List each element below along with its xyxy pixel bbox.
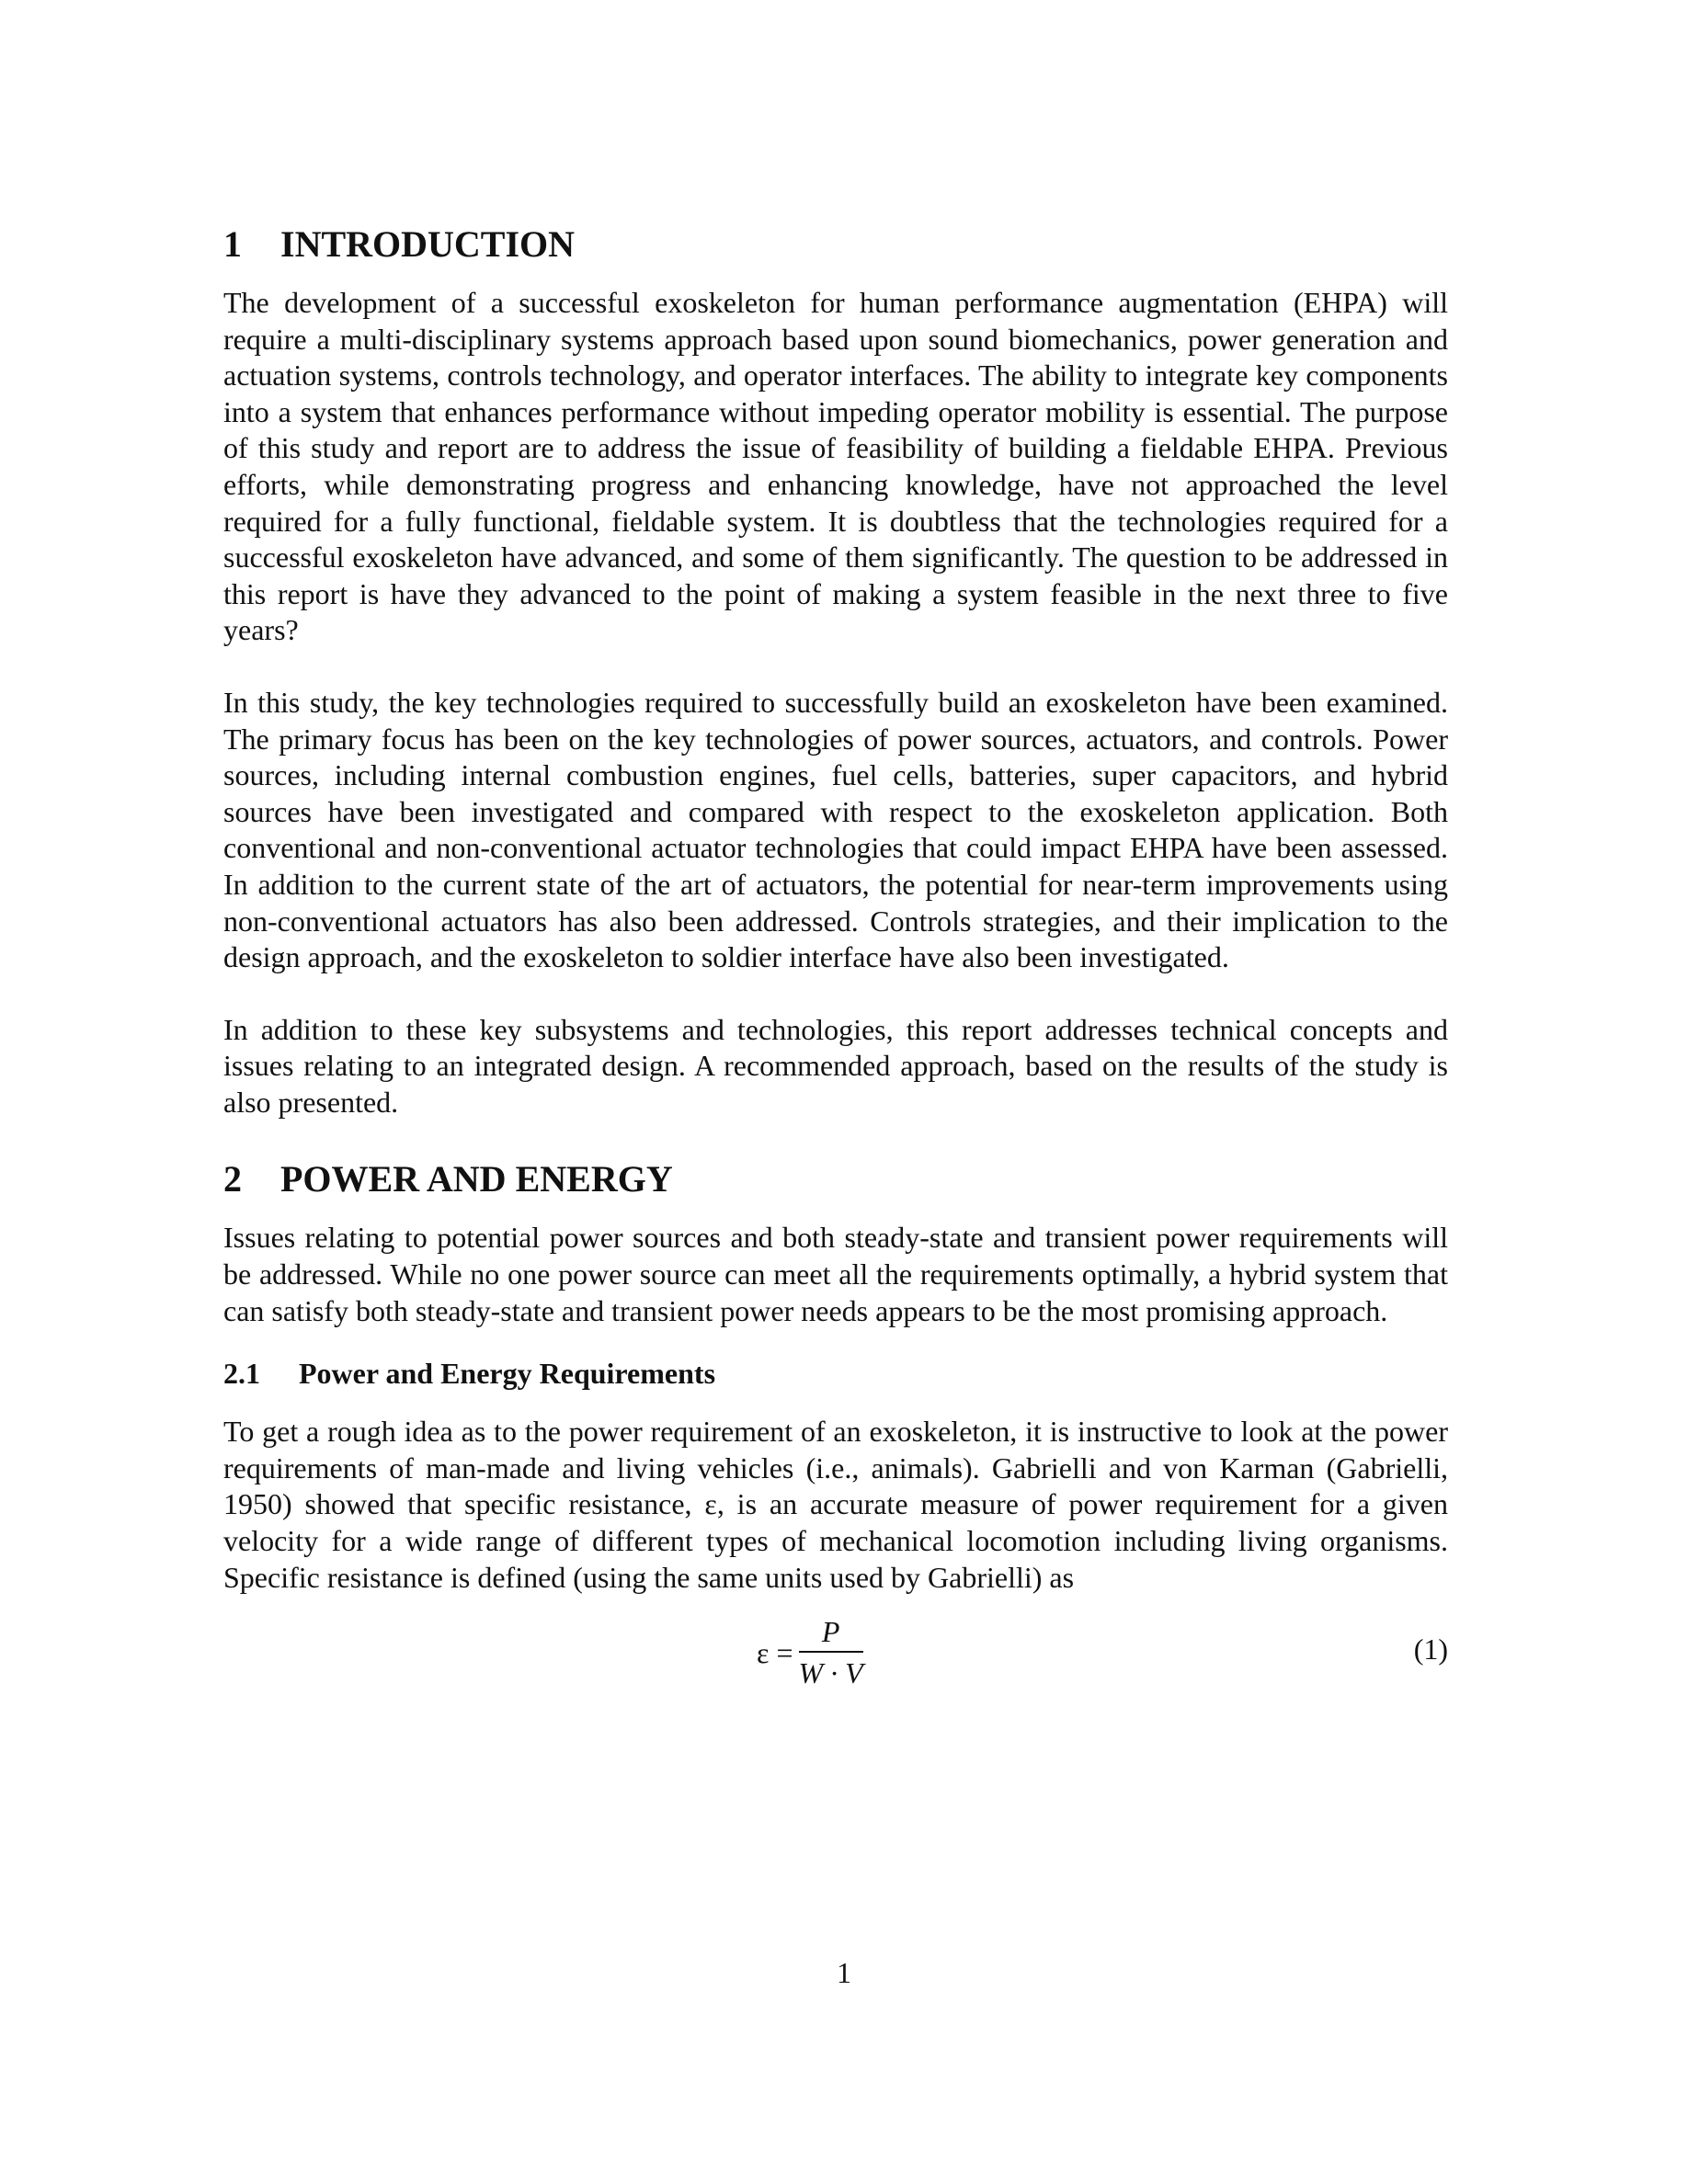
- section-number: 2: [223, 1158, 242, 1200]
- subsection-title: Power and Energy Requirements: [299, 1357, 716, 1391]
- equation-label: (1): [1413, 1632, 1448, 1666]
- equation-1: [223, 1609, 1448, 1701]
- section-title: POWER AND ENERGY: [280, 1158, 673, 1200]
- section-heading-power-and-energy: [223, 1154, 1448, 1205]
- paragraph-power-1: Issues relating to potential power sources and both steady-state and transient power requirements will be addressed. While no one power source can meet all the requirements optimally, a hybrid system that can satisfy both steady-state and transient power needs appears to be the most promising approach.: [223, 1221, 1448, 1327]
- page-number: 1: [837, 1956, 851, 1989]
- section-title: INTRODUCTION: [280, 223, 576, 265]
- section-number: 1: [223, 223, 242, 265]
- paragraph-requirements-1: To get a rough idea as to the power requirement of an exoskeleton, it is instructive to look at the power requirements of man-made and living vehicles (i.e., animals). Gabrielli and von Karman (Gabrielli, 1950) showed that specific resistance, ε, is an accurate measure of power requirement for a given velocity for a wide range of different types of mechanical locomotion including living organisms. Specific resistance is defined (using the same units used by Gabrielli) as: [223, 1415, 1448, 1594]
- paragraph-intro-3: In addition to these key subsystems and technologies, this report addresses technical concepts and issues relating to an integrated design. A recommended approach, based on the results of the study is also presented.: [223, 1012, 1448, 1119]
- equation-operator: =: [776, 1635, 793, 1669]
- page-content: [223, 219, 1448, 1701]
- equation-lhs: ε: [757, 1635, 770, 1669]
- equation-numerator: P: [821, 1615, 840, 1649]
- paragraph-intro-2: In this study, the key technologies required to successfully build an exoskeleton have been examined. The primary focus has been on the key technologies of power sources, actuators, and controls. Power sources, including internal combustion engines, fuel cells, batteries, super capacitors, and hybrid sources have been investigated and compared with respect to the exoskeleton application. Both conventional and non-conventional actuator technologies that could impact EHPA have been assessed. In addition to the current state of the art of actuators, the potential for near-term improvements using non-conventional actuators has also been addressed. Controls strategies, and their implication to the design approach, and the exoskeleton to soldier interface have also been investigated.: [223, 685, 1448, 974]
- subsection-heading-power-requirements: [223, 1353, 1448, 1393]
- section-heading-introduction: [223, 219, 1448, 270]
- equation-body: [757, 1614, 863, 1691]
- paragraph-intro-1: The development of a successful exoskeleton for human performance augmentation (EHPA) will require a multi-disciplinary systems approach based upon sound biomechanics, power generation and actuation systems, controls technology, and operator interfaces. The ability to integrate key components into a system that enhances performance without impeding operator mobility is essential. The purpose of this study and report are to address the issue of feasibility of building a fieldable EHPA. Previous efforts, while demonstrating progress and enhancing knowledge, have not approached the level required for a fully functional, fieldable system. It is doubtless that the technologies required for a successful exoskeleton have advanced, and some of them significantly. The question to be addressed in this report is have they advanced to the point of making a system feasible in the next three to five years?: [223, 286, 1448, 647]
- equation-fraction: [798, 1614, 862, 1691]
- equation-denominator: W · V: [798, 1656, 863, 1690]
- subsection-number: 2.1: [223, 1357, 260, 1391]
